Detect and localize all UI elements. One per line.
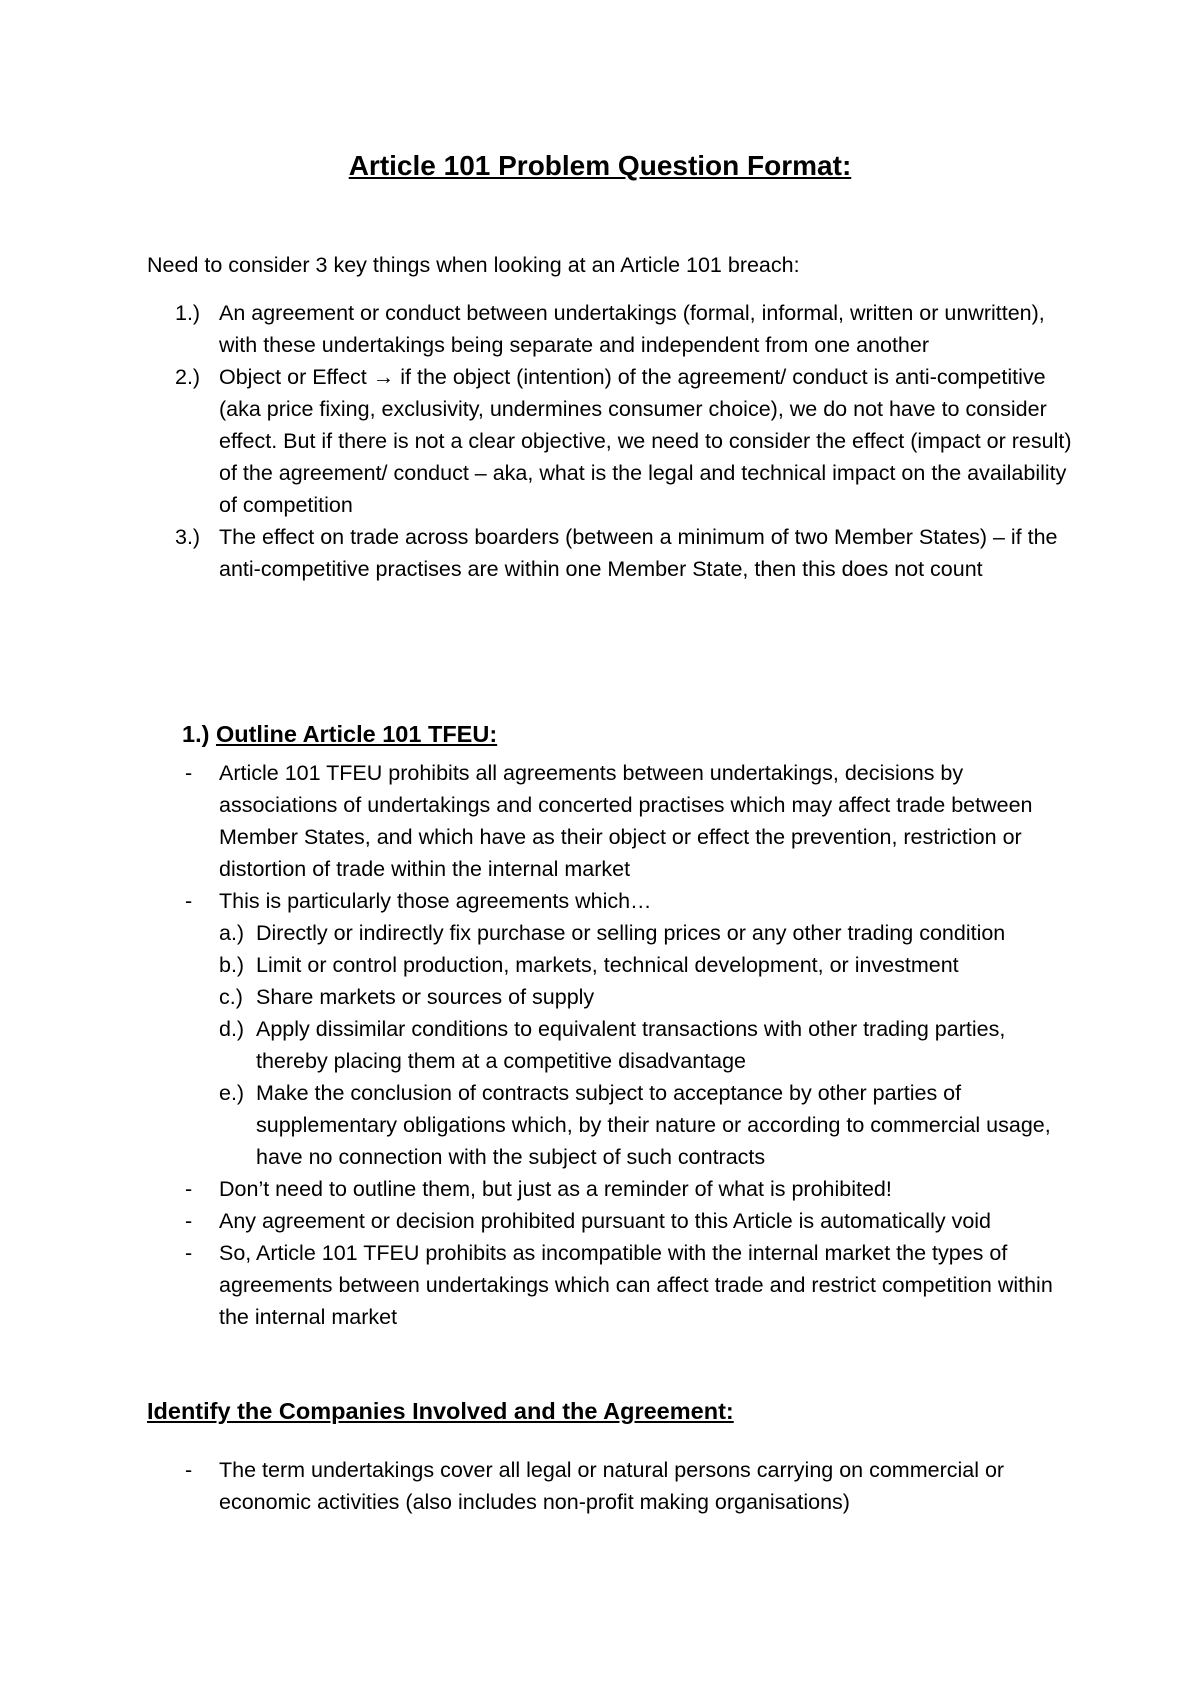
sub-item-label: d.) — [219, 1017, 245, 1041]
item-text: An agreement or conduct between undertakings (formal, informal, written or unwritten), with these undertakings being separate and independent from one another — [219, 301, 1045, 357]
list-item — [147, 1237, 1067, 1333]
sub-item-text: Share markets or sources of supply — [256, 985, 595, 1009]
sub-list-item — [219, 981, 1067, 1013]
list-item — [147, 757, 1067, 885]
arrow-right-icon: → — [372, 365, 395, 389]
prohibited-agreements-list — [219, 917, 1067, 1173]
sub-list-item — [219, 1077, 1067, 1173]
dash-marker: - — [185, 1241, 193, 1265]
list-item — [147, 1454, 1067, 1518]
item-number: 1.) — [175, 301, 201, 325]
document-title: Article 101 Problem Question Format: — [348, 150, 852, 181]
sub-item-text: Limit or control production, markets, technical development, or investment — [256, 953, 959, 977]
sub-item-label: b.) — [219, 953, 245, 977]
item-text: The effect on trade across boarders (between a minimum of two Member States) – if the anti-competitive practises are within one Member State, then this does not count — [219, 525, 1058, 581]
bullet-text: Don’t need to outline them, but just as a reminder of what is prohibited! — [219, 1177, 892, 1201]
list-item — [147, 885, 1067, 1173]
dash-marker: - — [185, 889, 193, 913]
list-item — [147, 1173, 1067, 1205]
section1-number: 1.) — [182, 721, 210, 747]
bullet-text: Any agreement or decision prohibited pursuant to this Article is automatically void — [219, 1209, 992, 1233]
dash-marker: - — [185, 761, 193, 785]
list-item — [147, 297, 1087, 361]
bullet-text: This is particularly those agreements which… — [219, 889, 652, 913]
item-text-rest: if the object (intention) of the agreement/ conduct is anti-competitive (aka price fixing, exclusivity, undermines consumer choice), we do not have to consider effect. But if there is not a clear objective, we need to consider the effect (impact or result) of the agreement/ conduct – aka, what is the legal and technical impact on the availability of competition — [219, 365, 1072, 517]
sub-item-text: Directly or indirectly fix purchase or selling prices or any other trading condition — [256, 921, 1006, 945]
section2-heading: Identify the Companies Involved and the Agreement: — [147, 1398, 734, 1424]
sub-item-text: Make the conclusion of contracts subject to acceptance by other parties of supplementary obligations which, by their nature or according to commercial usage, have no connection with the subject of such contracts — [256, 1081, 1051, 1169]
sub-item-text: Apply dissimilar conditions to equivalent transactions with other trading parties, thereby placing them at a competitive disadvantage — [256, 1017, 1006, 1073]
dash-marker: - — [185, 1209, 193, 1233]
section1-bullets — [147, 757, 1067, 1333]
item-number: 3.) — [175, 525, 201, 549]
sub-item-label: a.) — [219, 921, 245, 945]
key-points-list — [147, 297, 1087, 585]
dash-marker: - — [185, 1458, 193, 1482]
sub-item-label: c.) — [219, 985, 243, 1009]
sub-item-label: e.) — [219, 1081, 245, 1105]
dash-marker: - — [185, 1177, 193, 1201]
list-item — [147, 361, 1087, 521]
item-number: 2.) — [175, 365, 201, 389]
bullet-text: The term undertakings cover all legal or natural persons carrying on commercial or economic activities (also includes non-profit making organisations) — [219, 1458, 1005, 1514]
intro-text: Need to consider 3 key things when looking at an Article 101 breach: — [147, 253, 800, 277]
bullet-text: Article 101 TFEU prohibits all agreements between undertakings, decisions by associations of undertakings and concerted practises which may affect trade between Member States, and which have as their object or effect the prevention, restriction or distortion of trade within the internal market — [219, 761, 1033, 881]
section1-heading — [182, 721, 497, 748]
sub-list-item — [219, 917, 1067, 949]
item-text-lead: Object or Effect — [219, 365, 367, 389]
list-item — [147, 1205, 1067, 1237]
section2-bullets — [147, 1454, 1067, 1518]
section1-title: Outline Article 101 TFEU: — [215, 721, 498, 747]
list-item — [147, 521, 1087, 585]
sub-list-item — [219, 1013, 1067, 1077]
bullet-text: So, Article 101 TFEU prohibits as incompatible with the internal market the types of agreements between undertakings which can affect trade and restrict competition within the internal market — [219, 1241, 1053, 1329]
sub-list-item — [219, 949, 1067, 981]
